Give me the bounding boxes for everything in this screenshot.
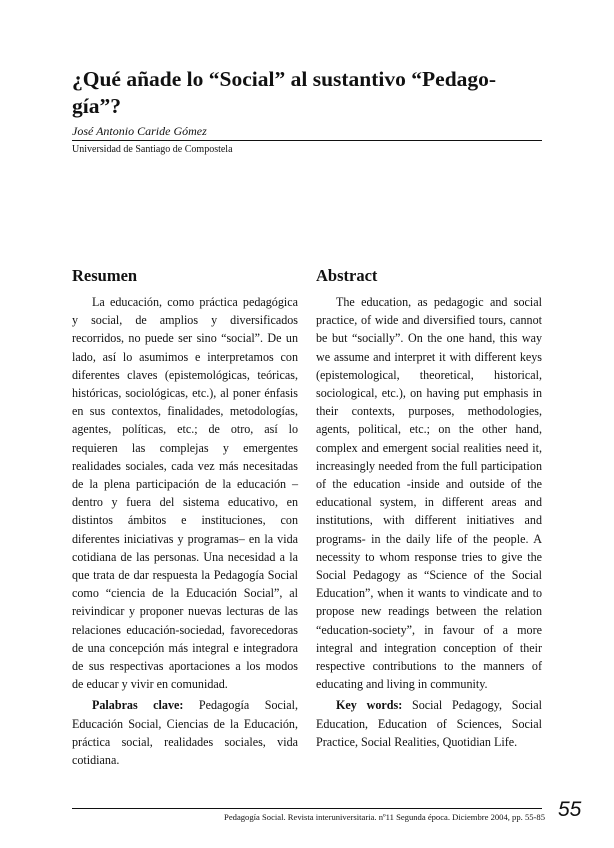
abstract-section	[316, 264, 542, 751]
footer-divider	[72, 808, 542, 809]
journal-citation: Pedagogía Social. Revista interuniversitaria. nº11 Segunda época. Diciembre 2004, pp. 55-85	[224, 812, 545, 822]
abstract-keywords	[316, 696, 542, 751]
page-number: 55	[558, 798, 582, 821]
resumen-keywords-label: Palabras clave:	[92, 698, 184, 713]
resumen-heading: Resumen	[72, 266, 138, 285]
abstract-heading: Abstract	[316, 266, 378, 285]
author-affiliation: Universidad de Santiago de Compostela	[72, 144, 233, 155]
resumen-keywords-text: Pedagogía Social, Educación Social, Ciencias de la Educación, práctica social, realidades sociales, vida cotidiana.	[72, 698, 298, 768]
article-title-line-1: ¿Qué añade lo “Social” al sustantivo “Pedago-	[72, 67, 497, 91]
abstract-keywords-text: Social Pedagogy, Social Education, Education of Sciences, Social Practice, Social Realities, Quotidian Life.	[316, 698, 543, 749]
article-title-line-2: gía”?	[72, 94, 121, 118]
abstract-body: The education, as pedagogic and social practice, of wide and diversified tours, cannot be but “socially”. On the one hand, this way we assume and interpret it with different keys (epistemological, theoretical, historical, sociological, etc.), on having put emphasis in their contexts, purposes, methodologies, agents, political, etc.; on the other hand, complex and emergent social realities need it, increasingly needed from the full participation of the education -inside and outside of the educational system, in different areas and institutions, with different initiatives and programs- in the daily life of the people. A necessity to whom response tries to give the Social Pedagogy as “Science of the Social Education”, when it wants to vindicate and to propose new readings between the relation “education-society”, in favour of a more integral and integration conception of their respective contributions to the manners of educating and living in community.	[316, 295, 542, 692]
resumen-body: La educación, como práctica pedagógica y social, de amplios y diversificados recorridos, no puede ser sino “social”. De un lado, así lo asumimos e interpretamos con diferentes claves (epistemológicas, teóricas, históricas, sociológicas, etc.), al poner énfasis en sus contextos, finalidades, metodologías, agentes, políticas, etc.; de otro, así lo requieren las complejas y emergentes realidades sociales, cada vez más necesitadas de la plena participación de la educación –dentro y fuera del sistema educativo, en distintos ámbitos e instituciones, con diferentes iniciativas y programas– en la vida cotidiana de las personas. Una necesidad a la que trata de dar respuesta la Pedagogía Social como “ciencia de la Educación Social”, al reivindicar y proponer nuevas lecturas de las relaciones educación-sociedad, favorecedoras de una concepción más integral e integradora de sus respectivas aportaciones a los modos de educar y vivir en comunidad.	[72, 295, 298, 692]
resumen-keywords	[72, 696, 298, 769]
abstract-keywords-label: Key words:	[336, 698, 403, 713]
author-name: José Antonio Caride Gómez	[72, 124, 207, 138]
title-divider	[72, 140, 542, 141]
article-title	[72, 66, 552, 120]
resumen-section	[72, 264, 298, 769]
